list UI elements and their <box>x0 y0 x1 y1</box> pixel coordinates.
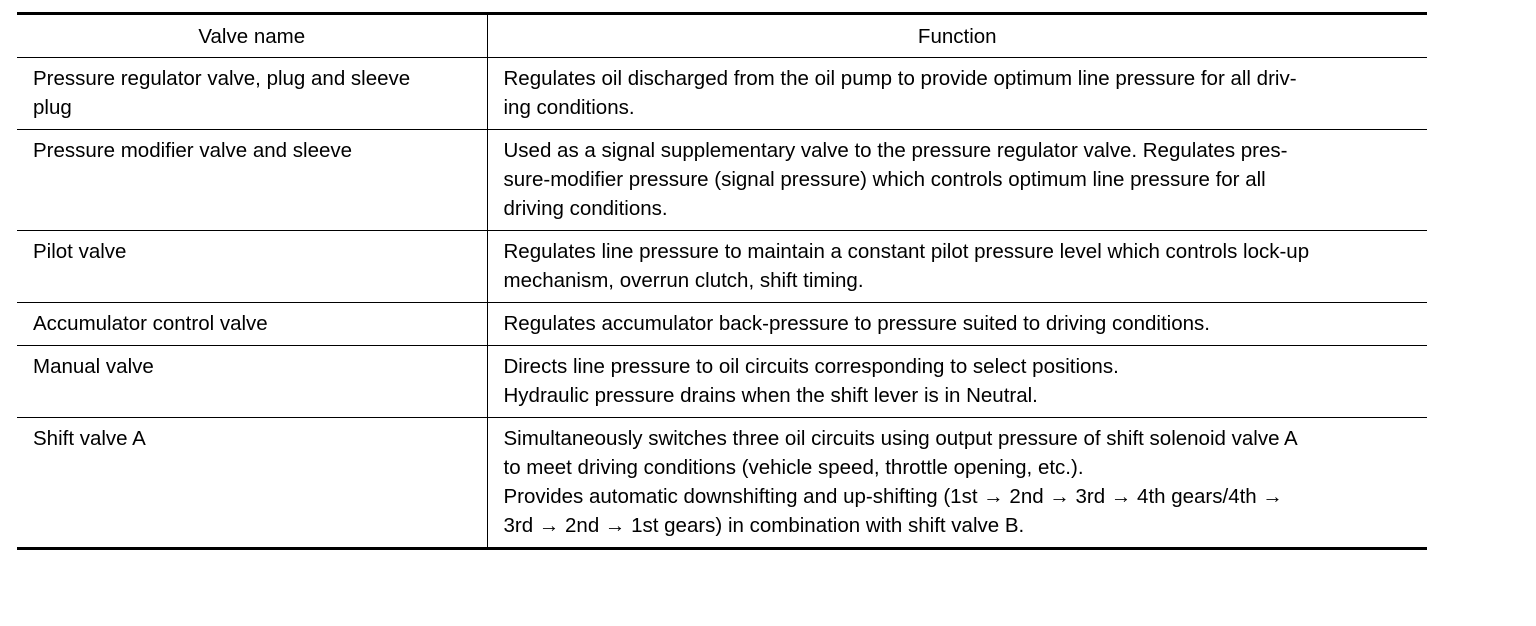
function-line: Regulates accumulator back-pressure to pressure suited to driving conditions. <box>503 312 1210 335</box>
valve-name-line: Accumulator control valve <box>33 312 268 335</box>
header-function: Function <box>917 24 997 48</box>
function-cell <box>487 231 1427 303</box>
function-line: Directs line pressure to oil circuits corresponding to select positions. <box>503 355 1119 378</box>
function-cell <box>487 418 1427 549</box>
valve-name-line: Pressure regulator valve, plug and sleeve <box>33 67 411 90</box>
table-header <box>17 14 1427 58</box>
valve-name-line: Pilot valve <box>33 240 127 263</box>
valve-name-cell <box>17 58 487 130</box>
function-line: driving conditions. <box>503 197 668 220</box>
valve-name-line: Manual valve <box>33 355 154 378</box>
valve-name-line: plug <box>33 96 72 119</box>
table-row <box>17 346 1427 418</box>
valve-name-line: Shift valve A <box>33 427 146 450</box>
function-cell <box>487 130 1427 231</box>
function-line: Used as a signal supplementary valve to the pressure regulator valve. Regulates pres- <box>503 139 1288 162</box>
function-line: Regulates line pressure to maintain a constant pilot pressure level which controls lock-up <box>503 240 1310 263</box>
function-line: Regulates oil discharged from the oil pump to provide optimum line pressure for all driv- <box>503 67 1297 90</box>
table-row <box>17 130 1427 231</box>
function-line: to meet driving conditions (vehicle speed, throttle opening, etc.). <box>503 456 1084 479</box>
function-cell <box>487 346 1427 418</box>
header-valve-name: Valve name <box>17 14 487 58</box>
table-row <box>17 58 1427 130</box>
function-cell <box>487 303 1427 346</box>
table-row <box>17 418 1427 549</box>
table-row <box>17 303 1427 346</box>
function-line: Simultaneously switches three oil circuits using output pressure of shift solenoid valve A <box>503 427 1298 450</box>
function-line: Provides automatic downshifting and up-shifting (1st → 2nd → 3rd → 4th gears/4th → <box>503 485 1283 508</box>
table-row <box>17 231 1427 303</box>
valve-name-line: Pressure modifier valve and sleeve <box>33 139 353 162</box>
valve-function-table <box>17 12 1427 550</box>
function-line: 3rd → 2nd → 1st gears) in combination with shift valve B. <box>503 514 1025 537</box>
valve-name-cell <box>17 303 487 346</box>
table-body <box>17 58 1427 549</box>
function-line: mechanism, overrun clutch, shift timing. <box>503 269 864 292</box>
function-cell <box>487 58 1427 130</box>
valve-name-cell <box>17 130 487 231</box>
function-line: Hydraulic pressure drains when the shift lever is in Neutral. <box>503 384 1038 407</box>
valve-name-cell <box>17 231 487 303</box>
function-line: ing conditions. <box>503 96 635 119</box>
valve-name-cell <box>17 418 487 549</box>
valve-name-cell <box>17 346 487 418</box>
function-line: sure-modifier pressure (signal pressure) which controls optimum line pressure for all <box>503 168 1266 191</box>
header-row <box>17 14 1427 58</box>
